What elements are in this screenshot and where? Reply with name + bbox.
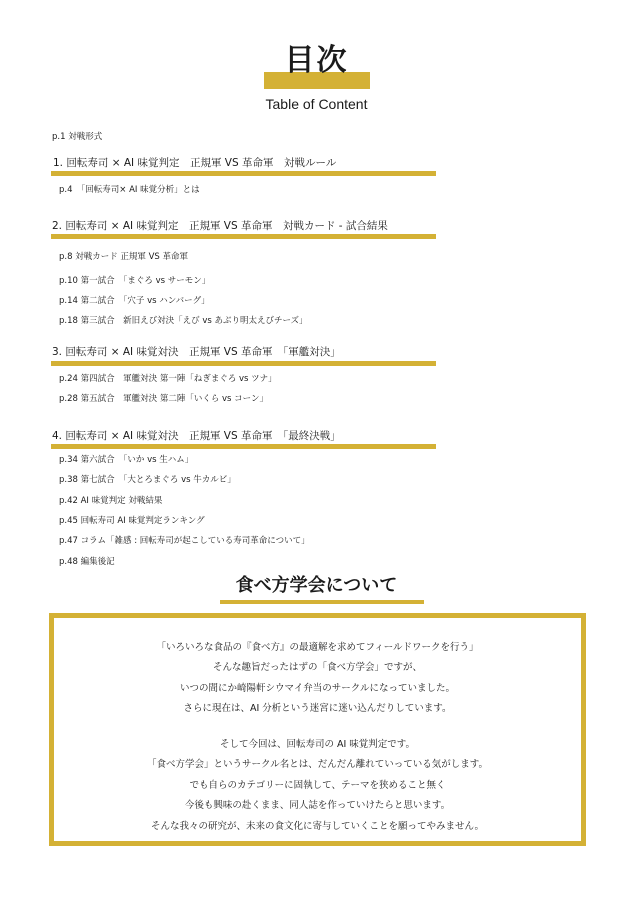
toc-entry[interactable]: p.8 対戦カード 正規軍 VS 革命軍	[59, 252, 189, 262]
section-divider	[51, 361, 436, 366]
section-divider	[51, 234, 436, 239]
about-line: さらに現在は、AI 分析という迷宮に迷い込んだりしています。	[183, 703, 452, 715]
about-paragraph-2	[54, 735, 581, 837]
toc-entry[interactable]: p.24 第四試合 軍艦対決 第一陣「ねぎまぐろ vs ツナ」	[59, 374, 277, 384]
section-divider	[51, 444, 436, 449]
toc-entry[interactable]: p.42 AI 味覚判定 対戦結果	[59, 496, 163, 506]
about-line: でも自らのカテゴリーに固執して、テーマを狭めること無く	[189, 779, 446, 791]
about-line: 「食べ方学会」というサークル名とは、だんだん離れていっている気がします。	[147, 759, 488, 771]
toc-entry-intro[interactable]: p.1 対戦形式	[52, 132, 103, 142]
about-heading: 食べ方学会について	[235, 575, 398, 596]
toc-section-heading[interactable]: 4. 回転寿司 × AI 味覚対決 正規軍 VS 革命軍 「最終決戦」	[52, 430, 341, 442]
page-title: 目次	[284, 43, 349, 78]
about-box	[49, 613, 586, 846]
toc-entry[interactable]: p.4 「回転寿司× AI 味覚分析」とは	[59, 185, 200, 195]
toc-entry[interactable]: p.38 第七試合 「大とろまぐろ vs 牛カルビ」	[59, 475, 236, 485]
about-line: そして今回は、回転寿司の AI 味覚判定です。	[219, 739, 416, 750]
toc-entry[interactable]: p.18 第三試合 新旧えび対決「えび vs あぶり明太えびチーズ」	[59, 316, 308, 326]
about-line: いつの間にか崎陽軒シウマイ弁当のサークルになっていました。	[179, 682, 456, 694]
section-divider	[51, 171, 436, 176]
about-line: そんな我々の研究が、未来の食文化に寄与していくことを願ってやみません。	[150, 820, 485, 832]
toc-entry[interactable]: p.47 コラム「雑感 : 回転寿司が起こしている寿司革命について」	[59, 536, 310, 546]
about-line: 今後も興味の赴くまま、同人誌を作っていけたらと思います。	[184, 800, 451, 812]
about-line: そんな趣旨だったはずの「食べ方学会」ですが、	[212, 662, 422, 674]
about-underline	[220, 600, 424, 604]
toc-section-heading[interactable]: 3. 回転寿司 × AI 味覚対決 正規軍 VS 革命軍 「軍艦対決」	[52, 346, 341, 358]
toc-entry[interactable]: p.10 第一試合 「まぐろ vs サーモン」	[59, 276, 211, 286]
toc-entry[interactable]: p.48 編集後記	[59, 557, 115, 567]
about-paragraph-1	[54, 638, 581, 720]
toc-section-heading[interactable]: 1. 回転寿司 × AI 味覚判定 正規軍 VS 革命軍 対戦ルール	[53, 157, 337, 169]
toc-entry[interactable]: p.28 第五試合 軍艦対決 第二陣「いくら vs コーン」	[59, 394, 269, 404]
toc-entry[interactable]: p.14 第二試合 「穴子 vs ハンバーグ」	[59, 296, 210, 306]
toc-entry[interactable]: p.34 第六試合 「いか vs 生ハム」	[59, 455, 194, 465]
about-line: 「いろいろな食品の『食べ方』の最適解を求めてフィールドワークを行う」	[156, 642, 479, 653]
page-subtitle: Table of Content	[265, 96, 368, 112]
toc-entry[interactable]: p.45 回転寿司 AI 味覚判定ランキング	[59, 516, 205, 526]
toc-section-heading[interactable]: 2. 回転寿司 × AI 味覚判定 正規軍 VS 革命軍 対戦カード - 試合結果	[52, 220, 388, 232]
